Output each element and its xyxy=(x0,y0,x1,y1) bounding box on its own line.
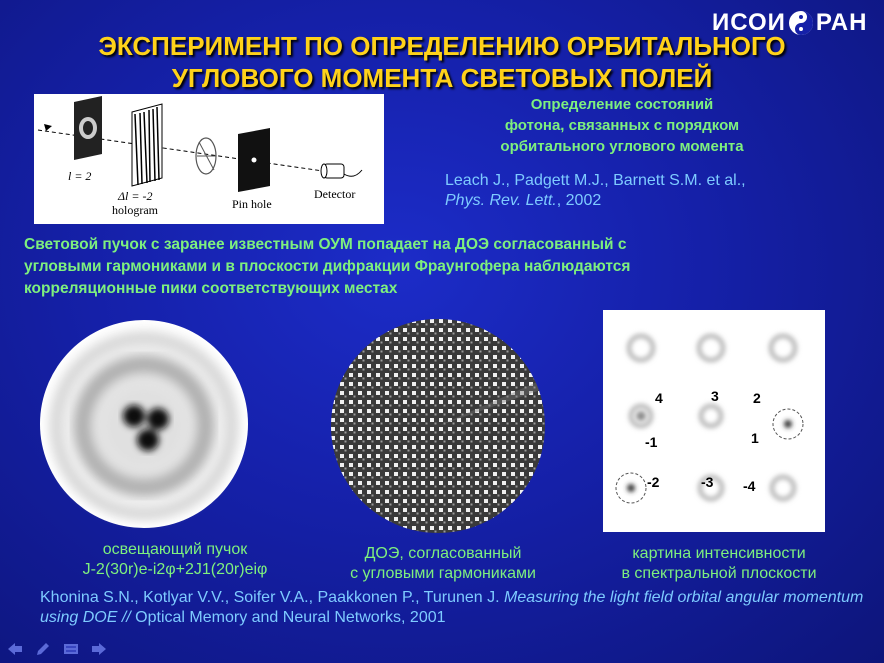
spectral-caption-line1: картина интенсивности xyxy=(632,545,806,562)
doe-caption-line1: ДОЭ, согласованный xyxy=(364,545,522,562)
peak-label-2: 2 xyxy=(753,390,761,406)
peak-label-minus1: -1 xyxy=(645,434,658,450)
setup-diagram-graphic xyxy=(34,94,384,224)
beam-caption-formula: J-2(30r)e-i2φ+2J1(20r)eiφ xyxy=(82,561,268,578)
arrow-left-icon[interactable] xyxy=(6,640,24,658)
reference-leach-authors: Leach J., Padgett M.J., Barnett S.M. et al., xyxy=(445,172,746,189)
description-line2: угловыми гармониками и в плоскости дифракции Фраунгофера наблюдаются xyxy=(24,258,631,275)
beam-caption xyxy=(40,540,310,580)
spectral-caption-line2: в спектральной плоскости xyxy=(621,565,817,582)
reference-khonina-title: Measuring the light field orbital angular momentum using DOE xyxy=(40,589,864,626)
description-line1: Световой пучок с заранее известным ОУМ попадает на ДОЭ согласованный с xyxy=(24,236,627,253)
reference-khonina-authors: Khonina S.N., Kotlyar V.V., Soifer V.A., Paakkonen P., Turunen J. xyxy=(40,589,500,606)
doe-caption xyxy=(318,544,568,584)
beam-caption-line1: освещающий пучок xyxy=(102,541,248,558)
experimental-setup-diagram xyxy=(34,94,384,224)
description-text xyxy=(24,234,874,300)
subtitle-block xyxy=(452,94,792,157)
logo-text-right: РАН xyxy=(815,9,868,36)
subtitle-line2: фотона, связанных с порядком xyxy=(504,117,740,134)
slide-title-line2: УГЛОВОГО МОМЕНТА СВЕТОВЫХ ПОЛЕЙ xyxy=(171,63,713,93)
reference-leach-year: , 2002 xyxy=(556,192,602,209)
reference-khonina-journal-separator: // xyxy=(121,609,131,626)
peak-label-4: 4 xyxy=(655,390,663,406)
detector-label: Detector xyxy=(314,187,356,201)
doe-caption-line2: с угловыми гармониками xyxy=(350,565,536,582)
description-line3: корреляционные пики соответствующих местах xyxy=(24,280,398,297)
hologram-icon xyxy=(132,104,162,186)
peak-label-minus3: -3 xyxy=(701,474,714,490)
detector-icon xyxy=(321,164,362,178)
input-beam-frame-icon xyxy=(74,96,102,160)
l-label: l = 2 xyxy=(68,169,92,183)
pinhole-label: Pin hole xyxy=(232,197,272,211)
peak-label-1: 1 xyxy=(751,430,759,446)
logo-text-left: ИСОИ xyxy=(712,9,786,36)
hologram-label: hologram xyxy=(112,203,158,217)
subtitle-line1: Определение состояний xyxy=(530,96,714,113)
peak-label-minus4: -4 xyxy=(743,478,756,494)
subtitle-line3: орбитального углового момента xyxy=(500,138,744,155)
reference-leach-journal: Phys. Rev. Lett. xyxy=(445,192,557,209)
arrow-right-icon[interactable] xyxy=(90,640,108,658)
lens-icon xyxy=(196,138,216,174)
menu-icon[interactable] xyxy=(62,640,80,658)
spectral-caption xyxy=(588,544,850,584)
doe-pattern-image xyxy=(330,318,546,534)
reference-leach xyxy=(445,171,865,211)
spectral-plane-image xyxy=(603,310,825,532)
reference-khonina-journal: Optical Memory and Neural Networks, 2001 xyxy=(130,609,446,626)
illuminating-beam-image xyxy=(38,318,250,530)
pencil-icon[interactable] xyxy=(34,640,52,658)
reference-khonina xyxy=(40,588,870,628)
slide-title-line1: ЭКСПЕРИМЕНТ ПО ОПРЕДЕЛЕНИЮ ОРБИТАЛЬНОГО xyxy=(98,31,786,61)
peak-label-3: 3 xyxy=(711,388,719,404)
pinhole-icon xyxy=(238,128,270,192)
peak-label-minus2: -2 xyxy=(647,474,660,490)
delta-l-label: Δl = -2 xyxy=(118,189,153,203)
